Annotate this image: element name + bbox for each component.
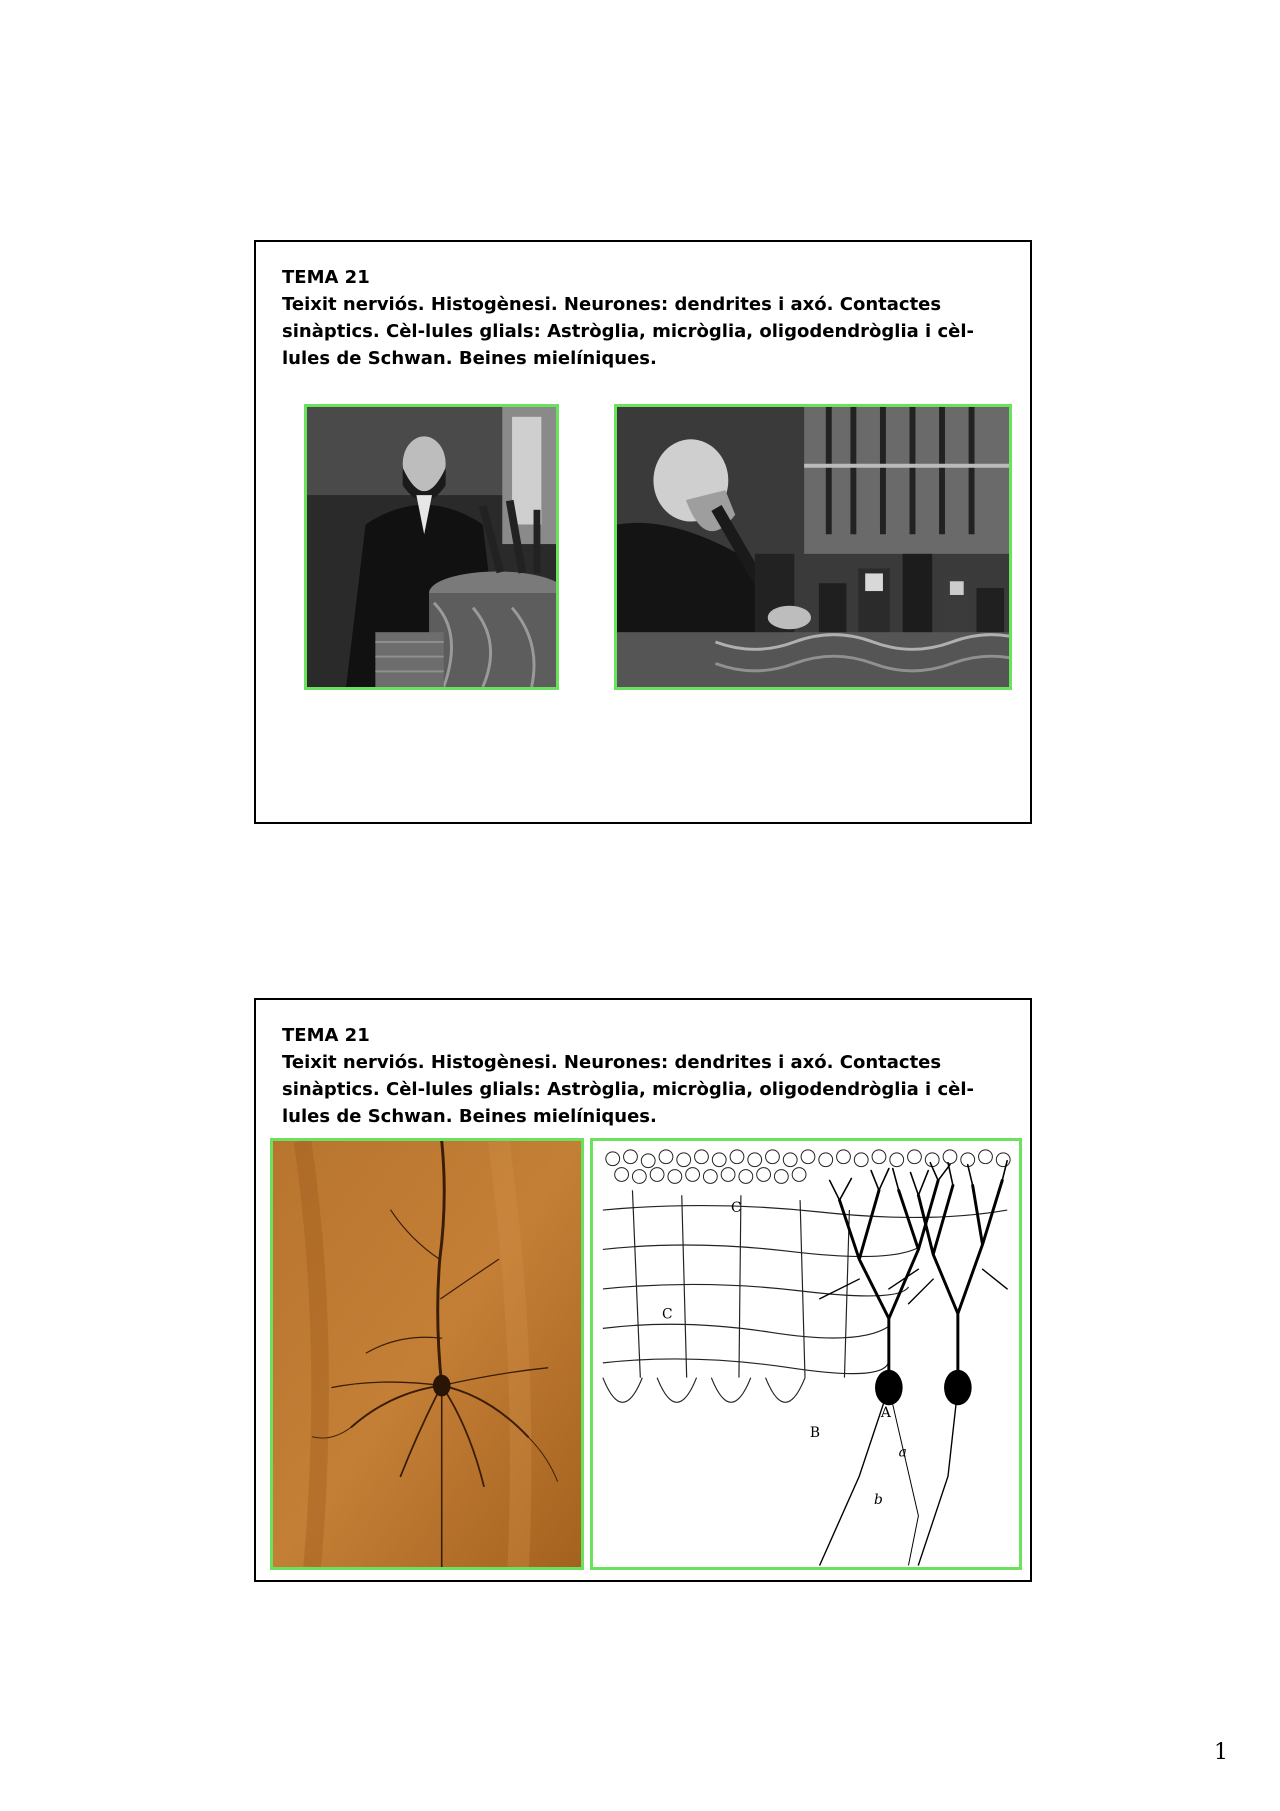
stained-pyramidal-neuron-micrograph <box>270 1138 584 1570</box>
slide-1-body: Teixit nerviós. Histogènesi. Neurones: dendrites i axó. Contactes sinàptics. Cèl-lules glials: Astròglia, micròglia, oligodendròglia i cèl-lules de Schwan. Beines mielíniques. <box>282 294 974 369</box>
drawing-label-a-lower: a <box>898 1444 907 1461</box>
drawing-label-b-lower: b <box>874 1491 883 1508</box>
slide-1 <box>254 240 1032 824</box>
portrait-photo-scientist-at-microscope <box>614 404 1012 690</box>
slide-2-title: TEMA 21 <box>282 1025 370 1046</box>
slide-2 <box>254 998 1032 1582</box>
purkinje-cell-drawing <box>590 1138 1022 1570</box>
slide-2-body: Teixit nerviós. Histogènesi. Neurones: dendrites i axó. Contactes sinàptics. Cèl-lules glials: Astròglia, micròglia, oligodendròglia i cèl-lules de Schwan. Beines mielíniques. <box>282 1052 974 1127</box>
drawing-label-c2: C <box>662 1306 673 1323</box>
slide-1-text <box>282 264 1002 372</box>
page-number: 1 <box>1214 1740 1228 1765</box>
drawing-label-c1: C <box>731 1200 742 1216</box>
slide-1-title: TEMA 21 <box>282 267 370 288</box>
slide-2-text <box>282 1022 1002 1130</box>
drawing-label-a: A <box>880 1405 891 1422</box>
drawing-label-b: B <box>809 1424 821 1441</box>
portrait-photo-young-scientist <box>304 404 559 690</box>
